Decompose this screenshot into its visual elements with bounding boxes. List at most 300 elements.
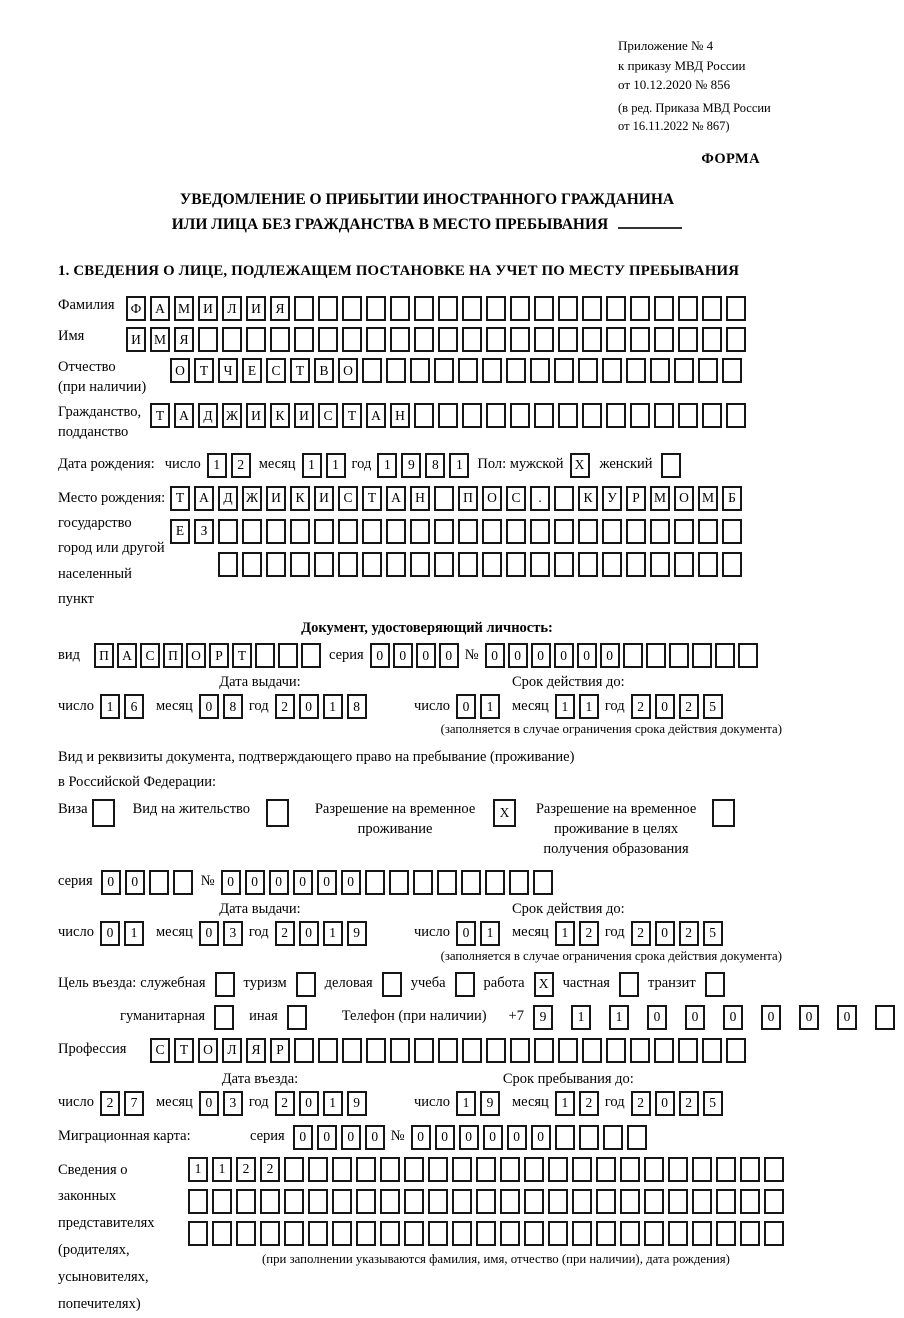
birth-place-cell[interactable]: Д <box>218 486 238 511</box>
valid-year-cell[interactable]: 5 <box>703 694 723 719</box>
surname-cell[interactable] <box>702 296 722 321</box>
birth-place-cell[interactable]: Е <box>170 519 190 544</box>
residence-number-cell[interactable] <box>485 870 505 895</box>
surname-cell[interactable]: И <box>246 296 266 321</box>
representative-cell[interactable] <box>548 1221 568 1246</box>
profession-cell[interactable] <box>630 1038 650 1063</box>
representative-cell[interactable] <box>692 1189 712 1214</box>
birth-place-cell[interactable] <box>290 552 310 577</box>
representative-cell[interactable] <box>572 1221 592 1246</box>
birth-place-cell[interactable] <box>698 552 718 577</box>
birth-day-cell[interactable]: 1 <box>207 453 227 478</box>
representative-cell[interactable] <box>548 1189 568 1214</box>
birth-month-cell[interactable]: 1 <box>302 453 322 478</box>
birth-place-cell[interactable] <box>266 552 286 577</box>
birth-place-cell[interactable]: И <box>314 486 334 511</box>
migration-number-cell[interactable]: 0 <box>411 1125 431 1150</box>
residence-issue-day-cell[interactable]: 0 <box>100 921 120 946</box>
migration-number-cell[interactable]: 0 <box>531 1125 551 1150</box>
surname-cell[interactable] <box>390 296 410 321</box>
purpose-humanitarian-cell[interactable] <box>214 1005 234 1030</box>
birth-place-cell[interactable] <box>482 519 502 544</box>
patronymic-cell[interactable] <box>506 358 526 383</box>
representative-cell[interactable] <box>740 1157 760 1182</box>
citizenship-cell[interactable] <box>678 403 698 428</box>
citizenship-cell[interactable]: И <box>294 403 314 428</box>
temp-residence-edu-checkbox-cell[interactable] <box>712 799 735 827</box>
name-cell[interactable] <box>510 327 530 352</box>
profession-cell[interactable] <box>414 1038 434 1063</box>
profession-cell[interactable] <box>486 1038 506 1063</box>
representative-cell[interactable] <box>380 1189 400 1214</box>
representative-cell[interactable] <box>284 1157 304 1182</box>
representative-cell[interactable] <box>380 1221 400 1246</box>
name-cell[interactable] <box>702 327 722 352</box>
representative-cell[interactable] <box>644 1157 664 1182</box>
doc-number-cell[interactable] <box>738 643 758 668</box>
profession-cell[interactable] <box>558 1038 578 1063</box>
purpose-transit-cell[interactable] <box>705 972 725 997</box>
residence-issue-month-cell[interactable]: 0 <box>199 921 219 946</box>
doc-number-cell[interactable] <box>646 643 666 668</box>
entry-year-cell[interactable]: 9 <box>347 1091 367 1116</box>
temp-residence-checkbox-cell[interactable]: X <box>493 799 516 827</box>
birth-place-cell[interactable] <box>506 519 526 544</box>
residence-valid-year-cell[interactable]: 0 <box>655 921 675 946</box>
surname-cell[interactable] <box>318 296 338 321</box>
birth-place-cell[interactable]: Ж <box>242 486 262 511</box>
doc-kind-cell[interactable] <box>301 643 321 668</box>
representative-cell[interactable] <box>452 1189 472 1214</box>
migration-number-cell[interactable]: 0 <box>507 1125 527 1150</box>
residence-number-cell[interactable] <box>365 870 385 895</box>
birth-place-cell[interactable] <box>314 519 334 544</box>
name-cell[interactable] <box>438 327 458 352</box>
name-cell[interactable] <box>630 327 650 352</box>
representative-cell[interactable] <box>500 1189 520 1214</box>
birth-place-cell[interactable]: К <box>578 486 598 511</box>
doc-number-cell[interactable] <box>692 643 712 668</box>
representative-cell[interactable] <box>452 1157 472 1182</box>
stay-day-cell[interactable]: 9 <box>480 1091 500 1116</box>
surname-cell[interactable] <box>630 296 650 321</box>
birth-place-cell[interactable]: А <box>194 486 214 511</box>
citizenship-cell[interactable]: И <box>246 403 266 428</box>
representative-cell[interactable] <box>620 1157 640 1182</box>
surname-cell[interactable] <box>558 296 578 321</box>
representative-cell[interactable]: 1 <box>188 1157 208 1182</box>
citizenship-cell[interactable] <box>558 403 578 428</box>
birth-place-cell[interactable] <box>722 519 742 544</box>
representative-cell[interactable] <box>668 1157 688 1182</box>
birth-place-cell[interactable]: О <box>482 486 502 511</box>
representative-cell[interactable] <box>188 1221 208 1246</box>
citizenship-cell[interactable] <box>654 403 674 428</box>
issue-day-cell[interactable]: 6 <box>124 694 144 719</box>
surname-cell[interactable] <box>678 296 698 321</box>
birth-place-cell[interactable]: С <box>506 486 526 511</box>
purpose-private-cell[interactable] <box>619 972 639 997</box>
patronymic-cell[interactable] <box>434 358 454 383</box>
birth-place-cell[interactable] <box>266 519 286 544</box>
birth-place-cell[interactable] <box>242 519 262 544</box>
representative-cell[interactable] <box>716 1189 736 1214</box>
patronymic-cell[interactable] <box>362 358 382 383</box>
doc-kind-cell[interactable]: П <box>94 643 114 668</box>
phone-cell[interactable]: 0 <box>723 1005 743 1030</box>
residence-number-cell[interactable] <box>437 870 457 895</box>
doc-kind-cell[interactable]: П <box>163 643 183 668</box>
residence-series-cell[interactable] <box>149 870 169 895</box>
patronymic-cell[interactable]: Ч <box>218 358 238 383</box>
patronymic-cell[interactable]: О <box>170 358 190 383</box>
valid-year-cell[interactable]: 2 <box>679 694 699 719</box>
birth-place-cell[interactable] <box>386 519 406 544</box>
citizenship-cell[interactable] <box>702 403 722 428</box>
name-cell[interactable] <box>558 327 578 352</box>
citizenship-cell[interactable] <box>606 403 626 428</box>
doc-series-cell[interactable]: 0 <box>370 643 390 668</box>
name-cell[interactable] <box>222 327 242 352</box>
representative-cell[interactable] <box>716 1221 736 1246</box>
representative-cell[interactable] <box>524 1189 544 1214</box>
citizenship-cell[interactable] <box>726 403 746 428</box>
representative-cell[interactable] <box>212 1221 232 1246</box>
patronymic-cell[interactable]: Е <box>242 358 262 383</box>
residence-number-cell[interactable]: 0 <box>317 870 337 895</box>
birth-place-cell[interactable] <box>434 486 454 511</box>
residence-number-cell[interactable] <box>389 870 409 895</box>
representative-cell[interactable] <box>404 1189 424 1214</box>
birth-place-cell[interactable]: Р <box>626 486 646 511</box>
entry-day-cell[interactable]: 7 <box>124 1091 144 1116</box>
citizenship-cell[interactable]: Д <box>198 403 218 428</box>
representative-cell[interactable] <box>332 1221 352 1246</box>
stay-day-cell[interactable]: 1 <box>456 1091 476 1116</box>
representative-cell[interactable] <box>764 1189 784 1214</box>
representative-cell[interactable] <box>596 1157 616 1182</box>
birth-place-cell[interactable] <box>386 552 406 577</box>
phone-cell[interactable]: 1 <box>609 1005 629 1030</box>
patronymic-cell[interactable] <box>554 358 574 383</box>
patronymic-cell[interactable] <box>722 358 742 383</box>
migration-number-cell[interactable] <box>579 1125 599 1150</box>
entry-year-cell[interactable]: 1 <box>323 1091 343 1116</box>
migration-number-cell[interactable] <box>603 1125 623 1150</box>
profession-cell[interactable] <box>534 1038 554 1063</box>
residence-permit-checkbox-cell[interactable] <box>266 799 289 827</box>
birth-place-cell[interactable] <box>530 519 550 544</box>
doc-kind-cell[interactable]: Т <box>232 643 252 668</box>
migration-number-cell[interactable]: 0 <box>435 1125 455 1150</box>
citizenship-cell[interactable]: Т <box>342 403 362 428</box>
patronymic-cell[interactable] <box>578 358 598 383</box>
citizenship-cell[interactable] <box>630 403 650 428</box>
residence-issue-day-cell[interactable]: 1 <box>124 921 144 946</box>
patronymic-cell[interactable]: Т <box>194 358 214 383</box>
representative-cell[interactable] <box>308 1221 328 1246</box>
patronymic-cell[interactable] <box>650 358 670 383</box>
patronymic-cell[interactable] <box>482 358 502 383</box>
residence-valid-month-cell[interactable]: 2 <box>579 921 599 946</box>
phone-cell[interactable]: 0 <box>837 1005 857 1030</box>
stay-year-cell[interactable]: 5 <box>703 1091 723 1116</box>
patronymic-cell[interactable] <box>458 358 478 383</box>
representative-cell[interactable] <box>500 1157 520 1182</box>
surname-cell[interactable] <box>462 296 482 321</box>
doc-series-cell[interactable]: 0 <box>416 643 436 668</box>
purpose-work-cell[interactable]: X <box>534 972 554 997</box>
representative-cell[interactable]: 2 <box>236 1157 256 1182</box>
representative-cell[interactable] <box>356 1157 376 1182</box>
phone-cell[interactable] <box>875 1005 895 1030</box>
birth-place-cell[interactable] <box>218 519 238 544</box>
birth-year-cell[interactable]: 1 <box>449 453 469 478</box>
birth-day-cell[interactable]: 2 <box>231 453 251 478</box>
birth-place-cell[interactable]: С <box>338 486 358 511</box>
birth-place-cell[interactable]: М <box>698 486 718 511</box>
representative-cell[interactable] <box>260 1189 280 1214</box>
stay-year-cell[interactable]: 2 <box>679 1091 699 1116</box>
birth-place-cell[interactable] <box>578 552 598 577</box>
entry-month-cell[interactable]: 3 <box>223 1091 243 1116</box>
doc-number-cell[interactable]: 0 <box>577 643 597 668</box>
representative-cell[interactable] <box>260 1221 280 1246</box>
name-cell[interactable]: И <box>126 327 146 352</box>
patronymic-cell[interactable] <box>530 358 550 383</box>
birth-place-cell[interactable] <box>626 519 646 544</box>
representative-cell[interactable] <box>404 1157 424 1182</box>
birth-place-cell[interactable] <box>362 552 382 577</box>
doc-number-cell[interactable]: 0 <box>508 643 528 668</box>
doc-kind-cell[interactable]: Р <box>209 643 229 668</box>
patronymic-cell[interactable] <box>698 358 718 383</box>
residence-series-cell[interactable]: 0 <box>101 870 121 895</box>
representative-cell[interactable] <box>644 1221 664 1246</box>
birth-place-cell[interactable] <box>674 519 694 544</box>
residence-valid-month-cell[interactable]: 1 <box>555 921 575 946</box>
birth-place-cell[interactable]: Н <box>410 486 430 511</box>
purpose-study-cell[interactable] <box>455 972 475 997</box>
representative-cell[interactable] <box>284 1221 304 1246</box>
name-cell[interactable] <box>726 327 746 352</box>
patronymic-cell[interactable] <box>602 358 622 383</box>
residence-valid-year-cell[interactable]: 2 <box>679 921 699 946</box>
patronymic-cell[interactable] <box>386 358 406 383</box>
birth-place-cell[interactable] <box>338 519 358 544</box>
citizenship-cell[interactable] <box>438 403 458 428</box>
migration-number-cell[interactable]: 0 <box>459 1125 479 1150</box>
stay-year-cell[interactable]: 2 <box>631 1091 651 1116</box>
birth-place-cell[interactable] <box>506 552 526 577</box>
representative-cell[interactable] <box>308 1189 328 1214</box>
migration-series-cell[interactable]: 0 <box>317 1125 337 1150</box>
birth-place-cell[interactable]: К <box>290 486 310 511</box>
doc-kind-cell[interactable] <box>255 643 275 668</box>
representative-cell[interactable] <box>572 1189 592 1214</box>
phone-cell[interactable]: 0 <box>647 1005 667 1030</box>
profession-cell[interactable]: Л <box>222 1038 242 1063</box>
issue-day-cell[interactable]: 1 <box>100 694 120 719</box>
stay-year-cell[interactable]: 0 <box>655 1091 675 1116</box>
entry-year-cell[interactable]: 2 <box>275 1091 295 1116</box>
entry-month-cell[interactable]: 0 <box>199 1091 219 1116</box>
representative-cell[interactable] <box>332 1189 352 1214</box>
issue-year-cell[interactable]: 2 <box>275 694 295 719</box>
residence-valid-day-cell[interactable]: 1 <box>480 921 500 946</box>
birth-place-cell[interactable] <box>314 552 334 577</box>
name-cell[interactable] <box>342 327 362 352</box>
citizenship-cell[interactable]: Ж <box>222 403 242 428</box>
name-cell[interactable] <box>678 327 698 352</box>
name-cell[interactable]: М <box>150 327 170 352</box>
surname-cell[interactable] <box>534 296 554 321</box>
birth-place-cell[interactable] <box>434 552 454 577</box>
representative-cell[interactable] <box>308 1157 328 1182</box>
residence-issue-year-cell[interactable]: 9 <box>347 921 367 946</box>
birth-place-cell[interactable]: . <box>530 486 550 511</box>
migration-number-cell[interactable]: 0 <box>483 1125 503 1150</box>
doc-number-cell[interactable] <box>715 643 735 668</box>
birth-place-cell[interactable] <box>410 519 430 544</box>
representative-cell[interactable] <box>740 1221 760 1246</box>
profession-cell[interactable] <box>462 1038 482 1063</box>
birth-year-cell[interactable]: 1 <box>377 453 397 478</box>
residence-valid-year-cell[interactable]: 2 <box>631 921 651 946</box>
citizenship-cell[interactable] <box>414 403 434 428</box>
birth-place-cell[interactable] <box>434 519 454 544</box>
representative-cell[interactable] <box>284 1189 304 1214</box>
birth-place-cell[interactable]: П <box>458 486 478 511</box>
issue-month-cell[interactable]: 0 <box>199 694 219 719</box>
surname-cell[interactable]: Я <box>270 296 290 321</box>
name-cell[interactable]: Я <box>174 327 194 352</box>
birth-place-cell[interactable] <box>218 552 238 577</box>
citizenship-cell[interactable]: А <box>366 403 386 428</box>
profession-cell[interactable]: О <box>198 1038 218 1063</box>
surname-cell[interactable] <box>366 296 386 321</box>
doc-kind-cell[interactable]: А <box>117 643 137 668</box>
doc-kind-cell[interactable]: С <box>140 643 160 668</box>
valid-month-cell[interactable]: 1 <box>579 694 599 719</box>
representative-cell[interactable]: 2 <box>260 1157 280 1182</box>
birth-place-cell[interactable] <box>338 552 358 577</box>
birth-place-cell[interactable] <box>410 552 430 577</box>
representative-cell[interactable] <box>356 1221 376 1246</box>
migration-series-cell[interactable]: 0 <box>341 1125 361 1150</box>
birth-place-cell[interactable] <box>698 519 718 544</box>
phone-cell[interactable]: 0 <box>799 1005 819 1030</box>
surname-cell[interactable]: Л <box>222 296 242 321</box>
surname-cell[interactable]: А <box>150 296 170 321</box>
residence-issue-year-cell[interactable]: 1 <box>323 921 343 946</box>
issue-year-cell[interactable]: 1 <box>323 694 343 719</box>
representative-cell[interactable] <box>524 1157 544 1182</box>
residence-number-cell[interactable]: 0 <box>269 870 289 895</box>
entry-year-cell[interactable]: 0 <box>299 1091 319 1116</box>
birth-place-cell[interactable]: Т <box>170 486 190 511</box>
name-cell[interactable] <box>534 327 554 352</box>
representative-cell[interactable] <box>620 1221 640 1246</box>
representative-cell[interactable] <box>596 1221 616 1246</box>
residence-issue-month-cell[interactable]: 3 <box>223 921 243 946</box>
surname-cell[interactable] <box>294 296 314 321</box>
residence-series-cell[interactable] <box>173 870 193 895</box>
patronymic-cell[interactable] <box>410 358 430 383</box>
profession-cell[interactable]: Я <box>246 1038 266 1063</box>
representative-cell[interactable] <box>428 1189 448 1214</box>
representative-cell[interactable] <box>596 1189 616 1214</box>
citizenship-cell[interactable] <box>486 403 506 428</box>
residence-issue-year-cell[interactable]: 0 <box>299 921 319 946</box>
profession-cell[interactable] <box>390 1038 410 1063</box>
birth-place-cell[interactable]: А <box>386 486 406 511</box>
patronymic-cell[interactable]: О <box>338 358 358 383</box>
profession-cell[interactable]: Т <box>174 1038 194 1063</box>
migration-number-cell[interactable] <box>555 1125 575 1150</box>
patronymic-cell[interactable]: Т <box>290 358 310 383</box>
surname-cell[interactable]: Ф <box>126 296 146 321</box>
phone-cell[interactable]: 1 <box>571 1005 591 1030</box>
residence-number-cell[interactable] <box>509 870 529 895</box>
representative-cell[interactable] <box>476 1157 496 1182</box>
representative-cell[interactable] <box>476 1189 496 1214</box>
birth-place-cell[interactable]: М <box>650 486 670 511</box>
stay-month-cell[interactable]: 2 <box>579 1091 599 1116</box>
patronymic-cell[interactable]: В <box>314 358 334 383</box>
profession-cell[interactable] <box>726 1038 746 1063</box>
representative-cell[interactable] <box>452 1221 472 1246</box>
birth-place-cell[interactable]: З <box>194 519 214 544</box>
birth-place-cell[interactable] <box>482 552 502 577</box>
residence-number-cell[interactable] <box>533 870 553 895</box>
representative-cell[interactable] <box>428 1157 448 1182</box>
representative-cell[interactable] <box>716 1157 736 1182</box>
doc-series-cell[interactable]: 0 <box>393 643 413 668</box>
patronymic-cell[interactable] <box>674 358 694 383</box>
citizenship-cell[interactable]: А <box>174 403 194 428</box>
representative-cell[interactable] <box>380 1157 400 1182</box>
citizenship-cell[interactable]: С <box>318 403 338 428</box>
representative-cell[interactable] <box>572 1157 592 1182</box>
phone-cell[interactable]: 0 <box>761 1005 781 1030</box>
doc-kind-cell[interactable]: О <box>186 643 206 668</box>
surname-cell[interactable]: М <box>174 296 194 321</box>
birth-place-cell[interactable] <box>602 519 622 544</box>
patronymic-cell[interactable] <box>626 358 646 383</box>
doc-number-cell[interactable]: 0 <box>554 643 574 668</box>
surname-cell[interactable] <box>726 296 746 321</box>
residence-number-cell[interactable]: 0 <box>293 870 313 895</box>
profession-cell[interactable] <box>582 1038 602 1063</box>
birth-place-cell[interactable]: И <box>266 486 286 511</box>
representative-cell[interactable] <box>236 1189 256 1214</box>
representative-cell[interactable] <box>620 1189 640 1214</box>
birth-place-cell[interactable] <box>674 552 694 577</box>
residence-valid-day-cell[interactable]: 0 <box>456 921 476 946</box>
profession-cell[interactable] <box>654 1038 674 1063</box>
name-cell[interactable] <box>366 327 386 352</box>
birth-place-cell[interactable] <box>554 519 574 544</box>
citizenship-cell[interactable]: Т <box>150 403 170 428</box>
purpose-business-cell[interactable] <box>382 972 402 997</box>
birth-place-cell[interactable] <box>362 519 382 544</box>
representative-cell[interactable] <box>692 1157 712 1182</box>
birth-month-cell[interactable]: 1 <box>326 453 346 478</box>
name-cell[interactable] <box>246 327 266 352</box>
profession-cell[interactable]: Р <box>270 1038 290 1063</box>
profession-cell[interactable] <box>294 1038 314 1063</box>
